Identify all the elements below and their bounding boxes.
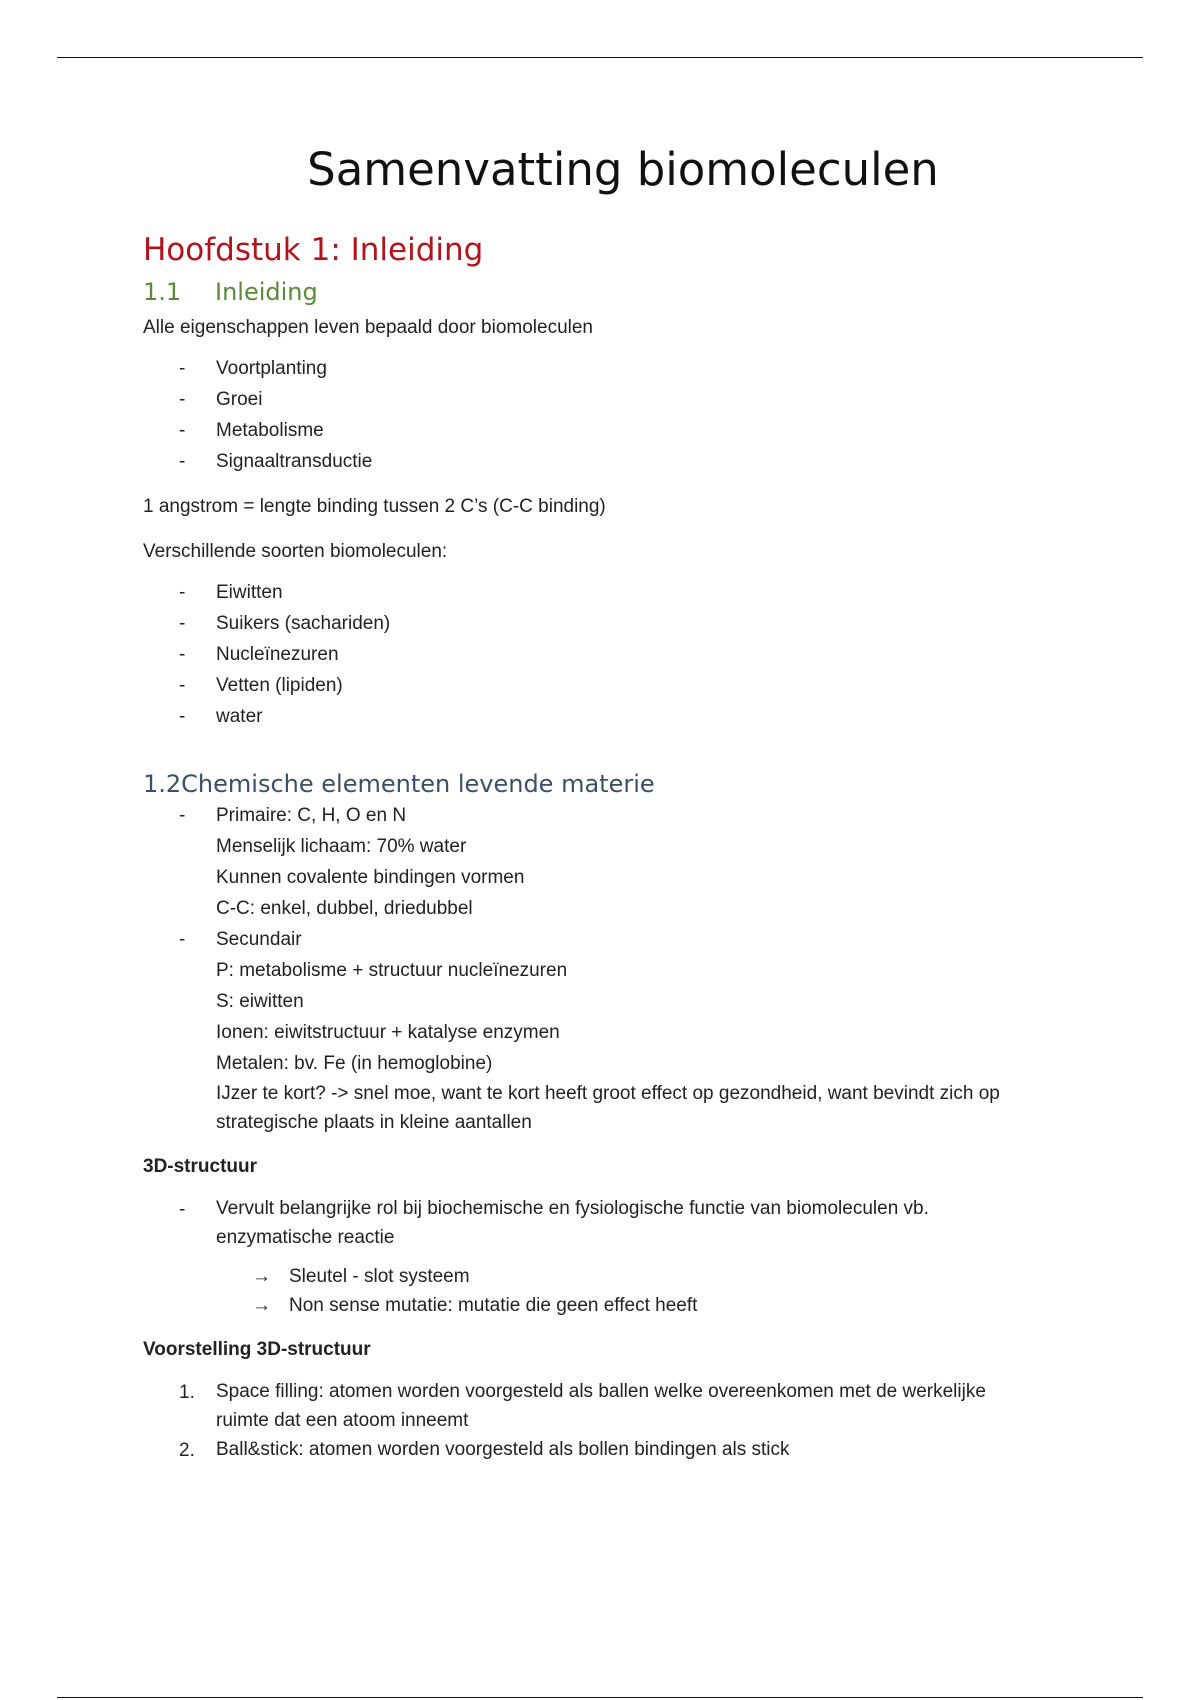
top-rule (57, 57, 1143, 58)
list-item: - Signaaltransductie (179, 451, 373, 472)
section-number: 1.2 (143, 770, 182, 798)
3d-structure-sublist (216, 1262, 1043, 1320)
representation-list (143, 1377, 1043, 1464)
section-1-1-heading (143, 276, 1043, 308)
list-item: - Nucleïnezuren (179, 644, 339, 665)
list-item: - water (179, 706, 263, 727)
list-item: 2. Ball&stick: atomen worden voorgesteld als bollen bindingen als stick (179, 1439, 790, 1461)
list-item: - Metabolisme (179, 420, 324, 441)
list-item: - Secundair P: metabolisme + structuur nucleïnezuren S: eiwitten Ionen: eiwitstructuur + katalyse enzymen Metalen: bv. Fe (in hemoglobine) IJzer te kort? -> snel moe, want te kort heeft groot effect op gezondheid, want bevindt zich op strategische plaats in kleine aantallen (179, 929, 1000, 1133)
bottom-rule (57, 1697, 1143, 1698)
spacer (143, 746, 1043, 768)
list-item: → Non sense mutatie: mutatie die geen effect heeft (252, 1295, 698, 1316)
list-item: 1. Space filling: atomen worden voorgesteld als ballen welke overeenkomen met de werkelijke ruimte dat een atoom inneemt (179, 1381, 986, 1431)
section-1-2-heading (143, 768, 1043, 800)
list-item: → Sleutel - slot systeem (252, 1266, 470, 1287)
list-item: - Vetten (lipiden) (179, 675, 343, 696)
3d-structure-list (143, 1194, 1043, 1252)
angstrom-paragraph: 1 angstrom = lengte binding tussen 2 C’s (C-C binding) (143, 496, 606, 517)
list-item: - Primaire: C, H, O en N Menselijk lichaam: 70% water Kunnen covalente bindingen vormen C-C: enkel, dubbel, driedubbel (179, 805, 525, 919)
section-title: Chemische elementen levende materie (181, 770, 655, 798)
document-body (143, 138, 1043, 1478)
list-item: - Vervult belangrijke rol bij biochemische en fysiologische functie van biomoleculen vb. enzymatische reactie (179, 1198, 929, 1248)
3d-structure-heading: 3D-structuur (143, 1156, 258, 1177)
list-item: - Groei (179, 389, 263, 410)
section-number: 1.1 (143, 278, 182, 306)
types-intro-paragraph: Verschillende soorten biomoleculen: (143, 541, 448, 562)
document-title: Samenvatting biomoleculen (307, 143, 939, 196)
list-item: - Eiwitten (179, 582, 283, 603)
chapter-heading: Hoofdstuk 1: Inleiding (143, 232, 484, 268)
properties-list (143, 353, 1043, 477)
representation-heading: Voorstelling 3D-structuur (143, 1339, 371, 1360)
elements-list (143, 800, 1043, 1137)
list-item: - Voortplanting (179, 358, 327, 379)
biomolecule-types-list (143, 577, 1043, 732)
section-title: Inleiding (215, 278, 318, 306)
intro-paragraph: Alle eigenschappen leven bepaald door biomoleculen (143, 317, 593, 338)
list-item: - Suikers (sachariden) (179, 613, 391, 634)
